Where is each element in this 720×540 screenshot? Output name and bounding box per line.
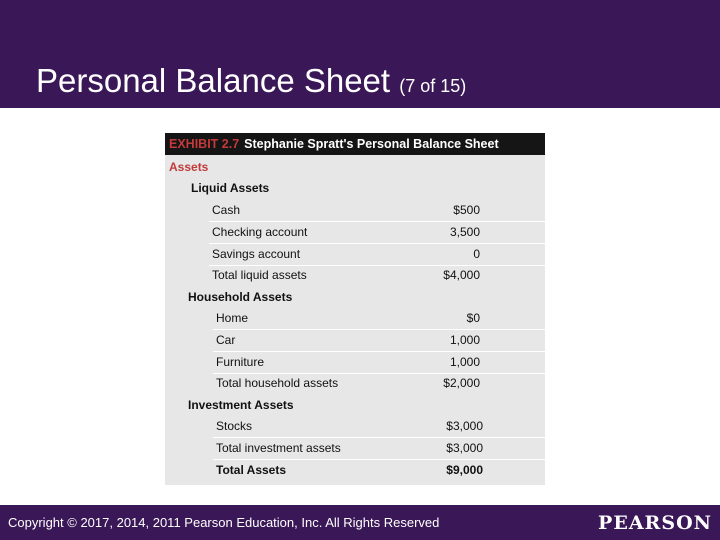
table-row-value: 1,000 [449,333,480,347]
household-assets-heading: Household Assets [188,290,293,304]
table-row-value: $3,000 [446,419,483,433]
row-divider [213,373,545,374]
table-row-value: $500 [453,203,480,217]
table-row-value: 3,500 [449,225,480,239]
total-assets-label: Total Assets [216,463,287,477]
table-row-value: 0 [473,247,480,261]
assets-heading: Assets [169,160,209,174]
table-row-label: Home [216,311,249,325]
table-row-label: Checking account [212,225,308,239]
table-row-value: $4,000 [443,268,480,282]
row-divider [209,243,545,244]
investment-assets-heading: Investment Assets [188,398,294,412]
row-divider [209,221,545,222]
table-row-label: Savings account [212,247,301,261]
total-assets-value: $9,000 [446,463,483,477]
row-divider [209,265,545,266]
pearson-logo: PEARSON [598,512,712,534]
exhibit-label: EXHIBIT 2.7 [169,137,240,151]
row-divider [213,351,545,352]
row-divider [213,437,545,438]
table-row-value: $2,000 [443,376,480,390]
row-divider [213,459,545,460]
table-row-label: Total liquid assets [212,268,307,282]
slide-title [36,62,466,100]
table-row-value: 1,000 [449,355,480,369]
slide-title-main: Personal Balance Sheet [36,62,391,99]
table-row-label: Cash [212,203,241,217]
slide-header [0,0,720,108]
table-row-value: $0 [466,311,480,325]
liquid-assets-heading: Liquid Assets [191,181,270,195]
slide-title-suffix: (7 of 15) [399,76,467,96]
copyright-text: Copyright © 2017, 2014, 2011 Pearson Education, Inc. All Rights Reserved [8,515,440,530]
row-divider [213,329,545,330]
exhibit-caption-bar [165,133,545,155]
balance-sheet-table [165,155,545,485]
table-row-value: $3,000 [446,441,483,455]
table-row-label: Stocks [216,419,253,433]
table-row-label: Total investment assets [216,441,341,455]
table-row-label: Furniture [216,355,265,369]
table-row-label: Car [216,333,236,347]
slide-footer [0,505,720,540]
exhibit-caption: Stephanie Spratt's Personal Balance Sheet [244,137,499,151]
table-row-label: Total household assets [216,376,339,390]
